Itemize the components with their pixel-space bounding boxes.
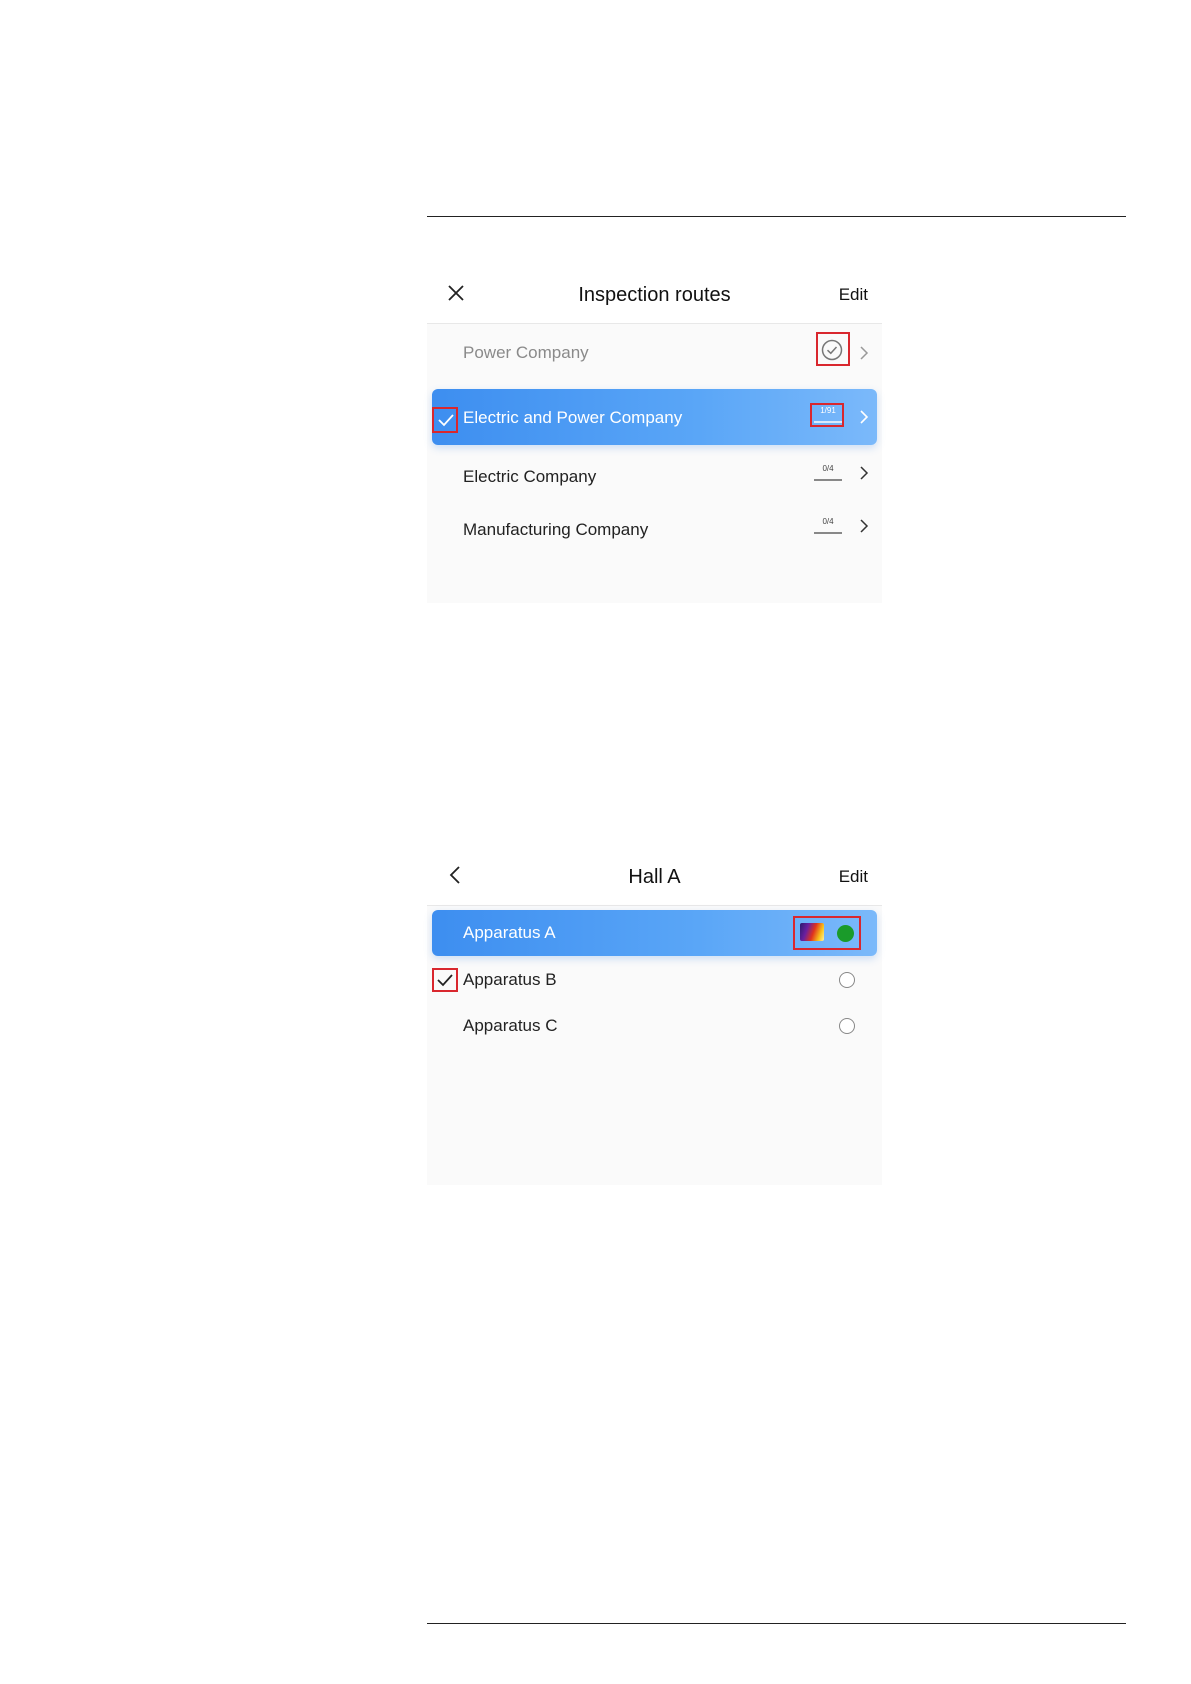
- chevron-right-icon[interactable]: [859, 465, 869, 481]
- progress-bar: [814, 421, 842, 423]
- thermal-image-icon[interactable]: [800, 923, 824, 941]
- progress-bar: [814, 532, 842, 534]
- apparatus-row[interactable]: [432, 957, 877, 1003]
- apparatus-row[interactable]: [432, 1003, 877, 1049]
- check-circle-icon: [821, 339, 843, 361]
- route-row-selected[interactable]: [432, 389, 877, 445]
- page-top-rule: [427, 216, 1126, 217]
- route-row[interactable]: [432, 330, 877, 376]
- inspection-routes-screen: [427, 268, 882, 603]
- checkmark-icon[interactable]: [435, 970, 455, 990]
- apparatus-label: Apparatus C: [463, 1016, 558, 1035]
- progress-text: 0/4: [822, 517, 834, 526]
- header: [427, 850, 882, 906]
- edit-button[interactable]: Edit: [838, 285, 868, 304]
- chevron-right-icon[interactable]: [859, 345, 869, 361]
- route-row[interactable]: [432, 507, 877, 553]
- status-done-dot: [837, 925, 854, 942]
- progress-indicator: [814, 406, 842, 423]
- progress-bar: [814, 479, 842, 481]
- page-title: Hall A: [628, 866, 681, 888]
- checkmark-icon[interactable]: [436, 410, 456, 430]
- progress-text: 0/4: [822, 464, 834, 473]
- route-label: Electric and Power Company: [463, 408, 683, 427]
- status-radio[interactable]: [839, 972, 855, 988]
- progress-text: 1/91: [820, 406, 836, 415]
- route-row[interactable]: [432, 454, 877, 500]
- route-label: Manufacturing Company: [463, 520, 649, 539]
- route-label: Power Company: [463, 343, 589, 362]
- apparatus-label: Apparatus B: [463, 970, 557, 989]
- apparatus-label: Apparatus A: [463, 923, 556, 942]
- chevron-right-icon[interactable]: [859, 409, 869, 425]
- header: [427, 268, 882, 324]
- edit-button[interactable]: Edit: [838, 867, 868, 886]
- page-bottom-rule: [427, 1623, 1126, 1624]
- apparatus-row-selected[interactable]: [432, 910, 877, 956]
- chevron-right-icon[interactable]: [859, 518, 869, 534]
- status-radio[interactable]: [839, 1018, 855, 1034]
- progress-indicator: [814, 464, 842, 481]
- page-title: Inspection routes: [578, 284, 731, 306]
- hall-screen: [427, 850, 882, 1185]
- progress-indicator: [814, 517, 842, 534]
- route-label: Electric Company: [463, 467, 597, 486]
